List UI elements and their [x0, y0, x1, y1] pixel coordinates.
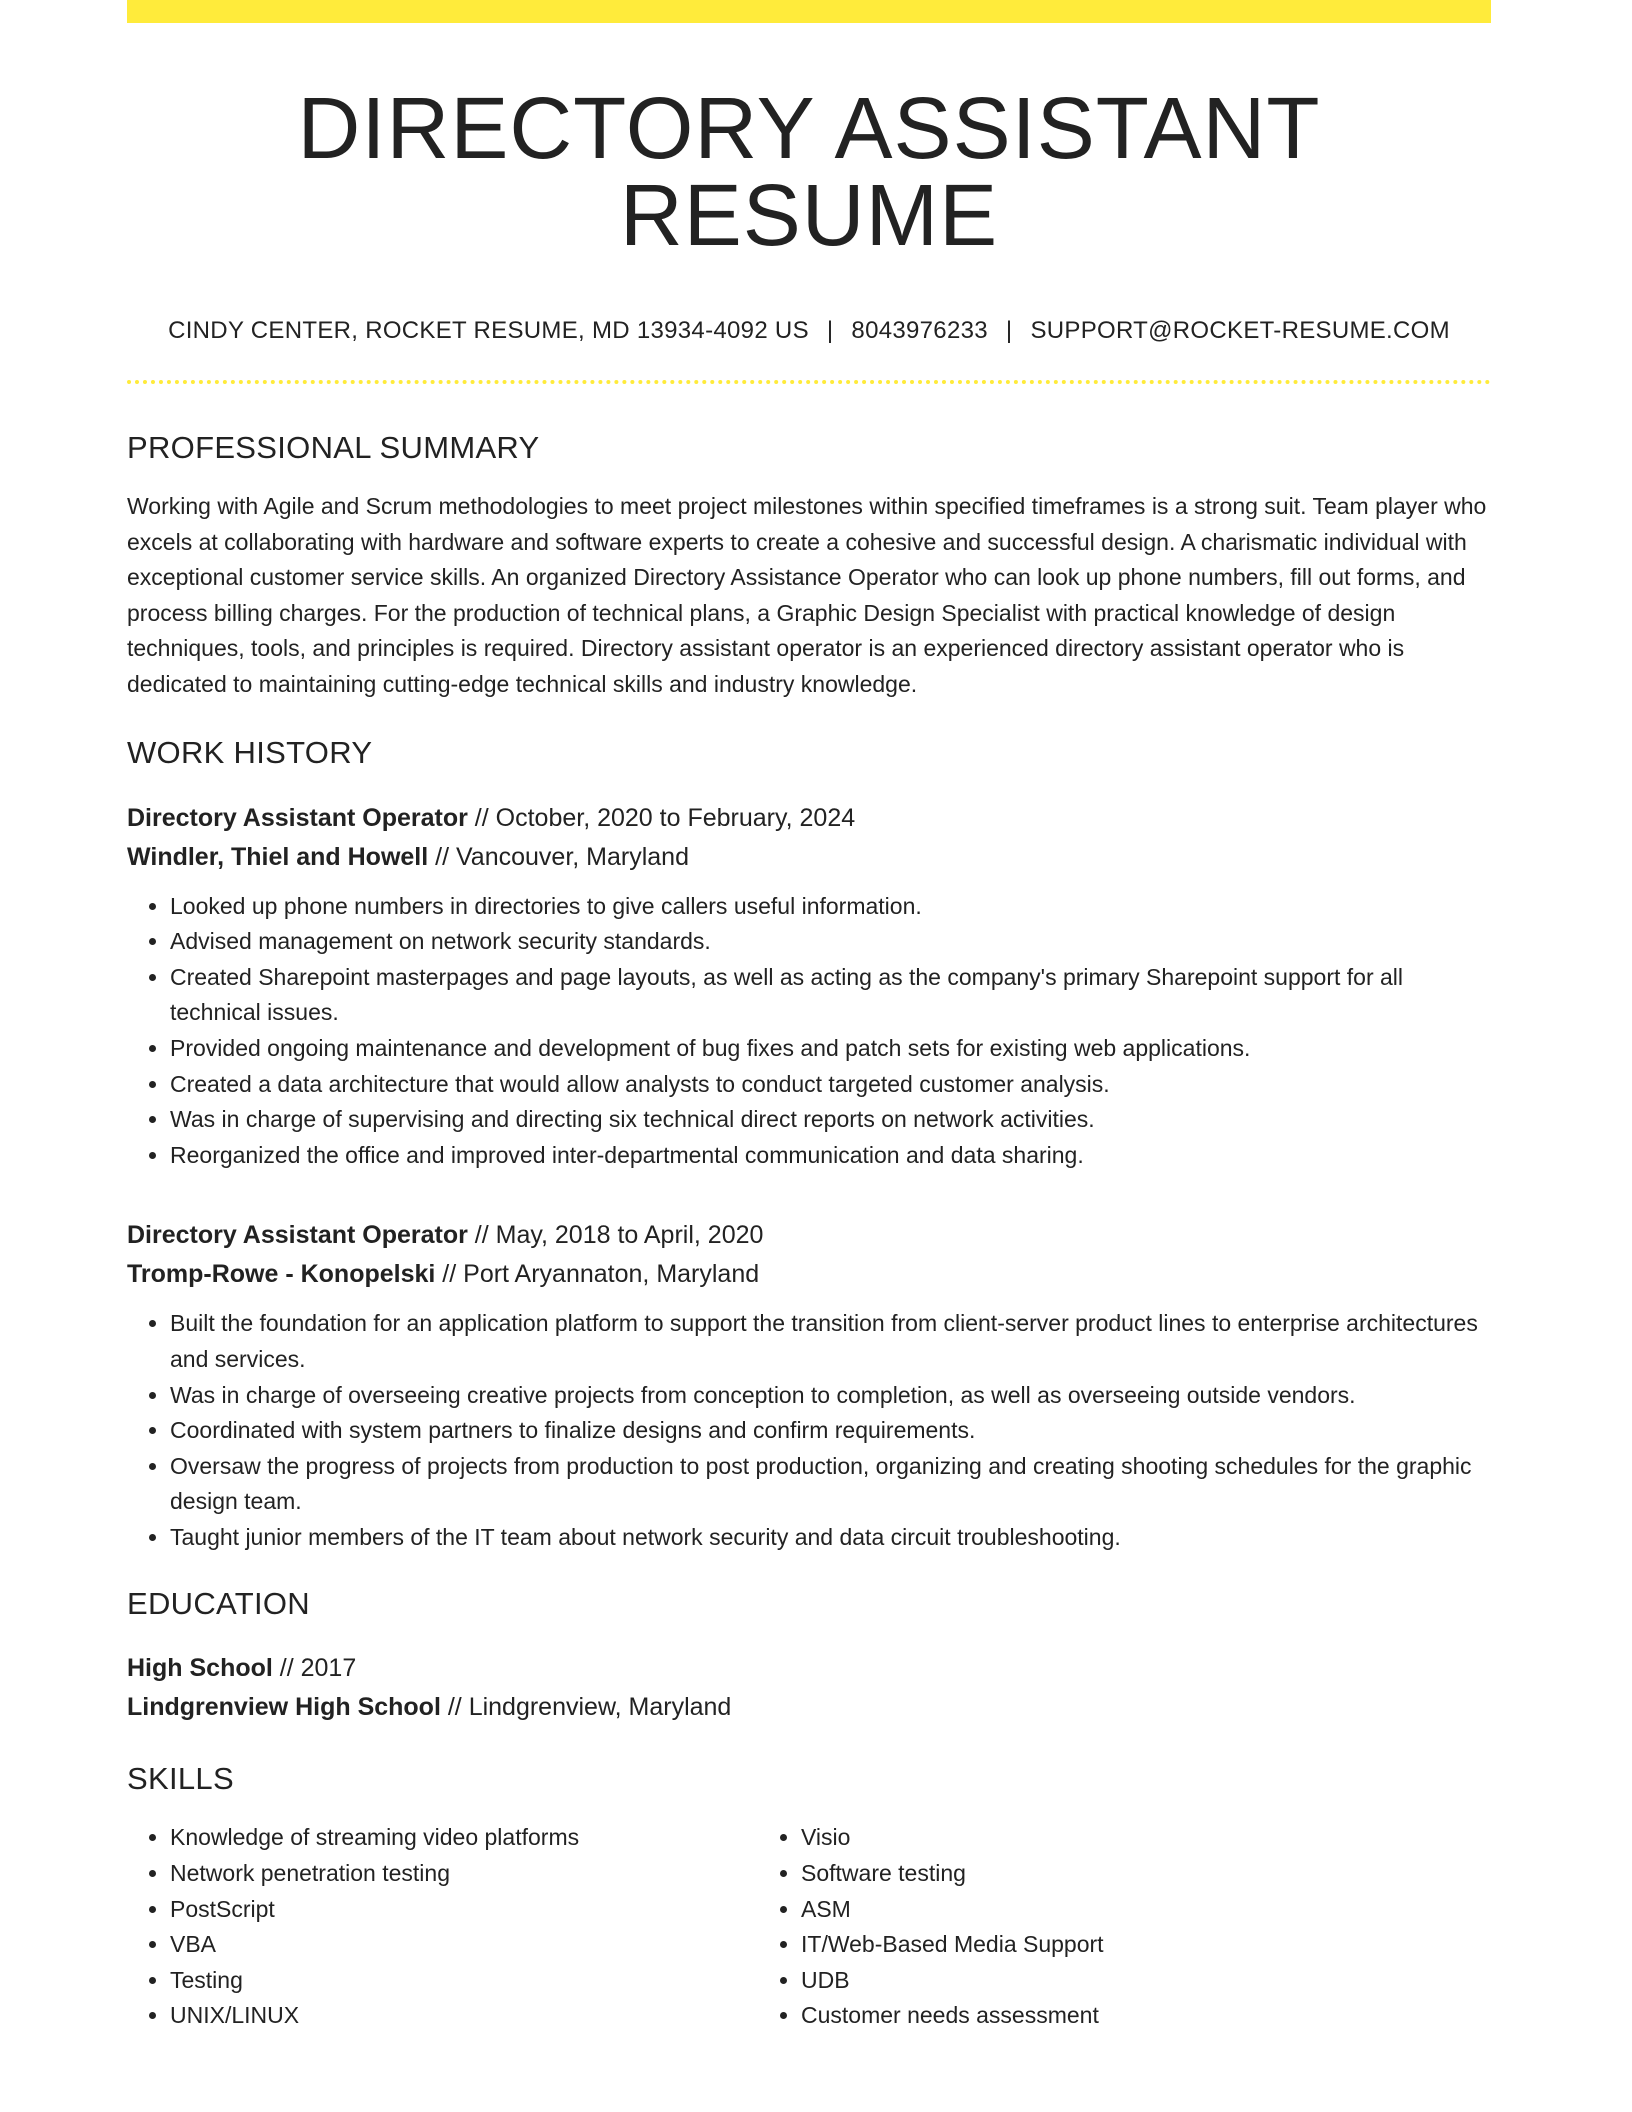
education-degree-line — [127, 1649, 1491, 1688]
list-item: • Oversaw the progress of projects from production to post production, organizing and creating shooting schedules for the graphic design team. — [170, 1449, 1491, 1520]
list-item: • Created a data architecture that would allow analysts to conduct targeted customer analysis. — [170, 1067, 1491, 1103]
list-item: • Coordinated with system partners to finalize designs and confirm requirements. — [170, 1413, 1491, 1449]
job-location: // Port Aryannaton, Maryland — [435, 1260, 760, 1289]
skill-item: • ASM — [801, 1892, 1456, 1928]
skills-heading: SKILLS — [127, 1761, 234, 1797]
skills-list-right — [756, 1820, 1456, 2034]
job-entry — [127, 1216, 1491, 1555]
list-item: • Advised management on network security standards. — [170, 924, 1491, 960]
job-entry — [127, 799, 1491, 1174]
resume-title: DIRECTORY ASSISTANT RESUME — [297, 80, 1321, 264]
list-item: • Built the foundation for an application platform to support the transition from client-server product lines to enterprise architectures and services. — [170, 1306, 1491, 1377]
job-company: Windler, Thiel and Howell — [127, 842, 429, 871]
skill-item: • Testing — [170, 1963, 756, 1999]
job-bullets — [127, 1306, 1491, 1555]
job-title-line — [127, 1216, 1491, 1255]
dotted-divider — [127, 380, 1491, 384]
list-item: • Created Sharepoint masterpages and page layouts, as well as acting as the company's primary Sharepoint support for all technical issues. — [170, 960, 1491, 1031]
education-school-line — [127, 1688, 1491, 1727]
skill-item: • Customer needs assessment — [801, 1998, 1456, 2034]
top-accent-bar — [127, 0, 1491, 23]
contact-line — [127, 319, 1491, 343]
contact-email: SUPPORT@ROCKET-RESUME.COM — [1030, 317, 1450, 344]
job-location: // Vancouver, Maryland — [428, 842, 689, 871]
job-title: Directory Assistant Operator — [127, 803, 468, 832]
list-item: • Looked up phone numbers in directories to give callers useful information. — [170, 889, 1491, 925]
education-location: // Lindgrenview, Maryland — [440, 1693, 732, 1722]
skills-columns — [127, 1820, 1491, 2034]
list-item: • Provided ongoing maintenance and development of bug fixes and patch sets for existing web applications. — [170, 1031, 1491, 1067]
education-heading: EDUCATION — [127, 1586, 310, 1622]
contact-separator: | — [1005, 317, 1013, 344]
contact-address: CINDY CENTER, ROCKET RESUME, MD 13934-4092 US — [168, 317, 809, 344]
list-item: • Was in charge of supervising and directing six technical direct reports on network activities. — [170, 1102, 1491, 1138]
job-dates: // May, 2018 to April, 2020 — [467, 1221, 764, 1250]
list-item: • Was in charge of overseeing creative projects from conception to completion, as well as overseeing outside vendors. — [170, 1378, 1491, 1414]
work-history-heading: WORK HISTORY — [127, 734, 373, 770]
contact-separator: | — [826, 317, 834, 344]
list-item: • Reorganized the office and improved inter-departmental communication and data sharing. — [170, 1138, 1491, 1174]
job-dates: // October, 2020 to February, 2024 — [467, 803, 856, 832]
skill-item: • UNIX/LINUX — [170, 1998, 756, 2034]
education-school: Lindgrenview High School — [127, 1693, 441, 1722]
skill-item: • IT/Web-Based Media Support — [801, 1927, 1456, 1963]
education-entry — [127, 1649, 1491, 1727]
job-company: Tromp-Rowe - Konopelski — [127, 1260, 436, 1289]
skill-item: • VBA — [170, 1927, 756, 1963]
resume-page — [127, 0, 1491, 2034]
education-year: // 2017 — [272, 1654, 357, 1683]
summary-text: Working with Agile and Scrum methodologies to meet project milestones within specified timeframes is a strong suit. Team player who excels at collaborating with hardware and software experts to create a cohesive and successful design. A charismatic individual with exceptional customer service skills. An organized Directory Assistance Operator who can look up phone numbers, fill out forms, and process billing charges. For the production of technical plans, a Graphic Design Specialist with practical knowledge of design techniques, tools, and principles is required. Directory assistant operator is an experienced directory assistant operator who is dedicated to maintaining cutting-edge technical skills and industry knowledge. — [127, 493, 1487, 697]
contact-phone: 8043976233 — [851, 317, 988, 344]
skill-item: • Network penetration testing — [170, 1856, 756, 1892]
summary-heading: PROFESSIONAL SUMMARY — [127, 430, 540, 465]
education-degree: High School — [127, 1654, 273, 1683]
skill-item: • Visio — [801, 1820, 1456, 1856]
job-title-line — [127, 799, 1491, 838]
skill-item: • PostScript — [170, 1892, 756, 1928]
job-title: Directory Assistant Operator — [127, 1221, 468, 1250]
job-company-line — [127, 1255, 1491, 1294]
skills-list-left — [127, 1820, 756, 2034]
skill-item: • UDB — [801, 1963, 1456, 1999]
skill-item: • Knowledge of streaming video platforms — [170, 1820, 756, 1856]
job-bullets — [127, 889, 1491, 1174]
list-item: • Taught junior members of the IT team about network security and data circuit troubleshooting. — [170, 1520, 1491, 1556]
job-company-line — [127, 838, 1491, 877]
skill-item: • Software testing — [801, 1856, 1456, 1892]
